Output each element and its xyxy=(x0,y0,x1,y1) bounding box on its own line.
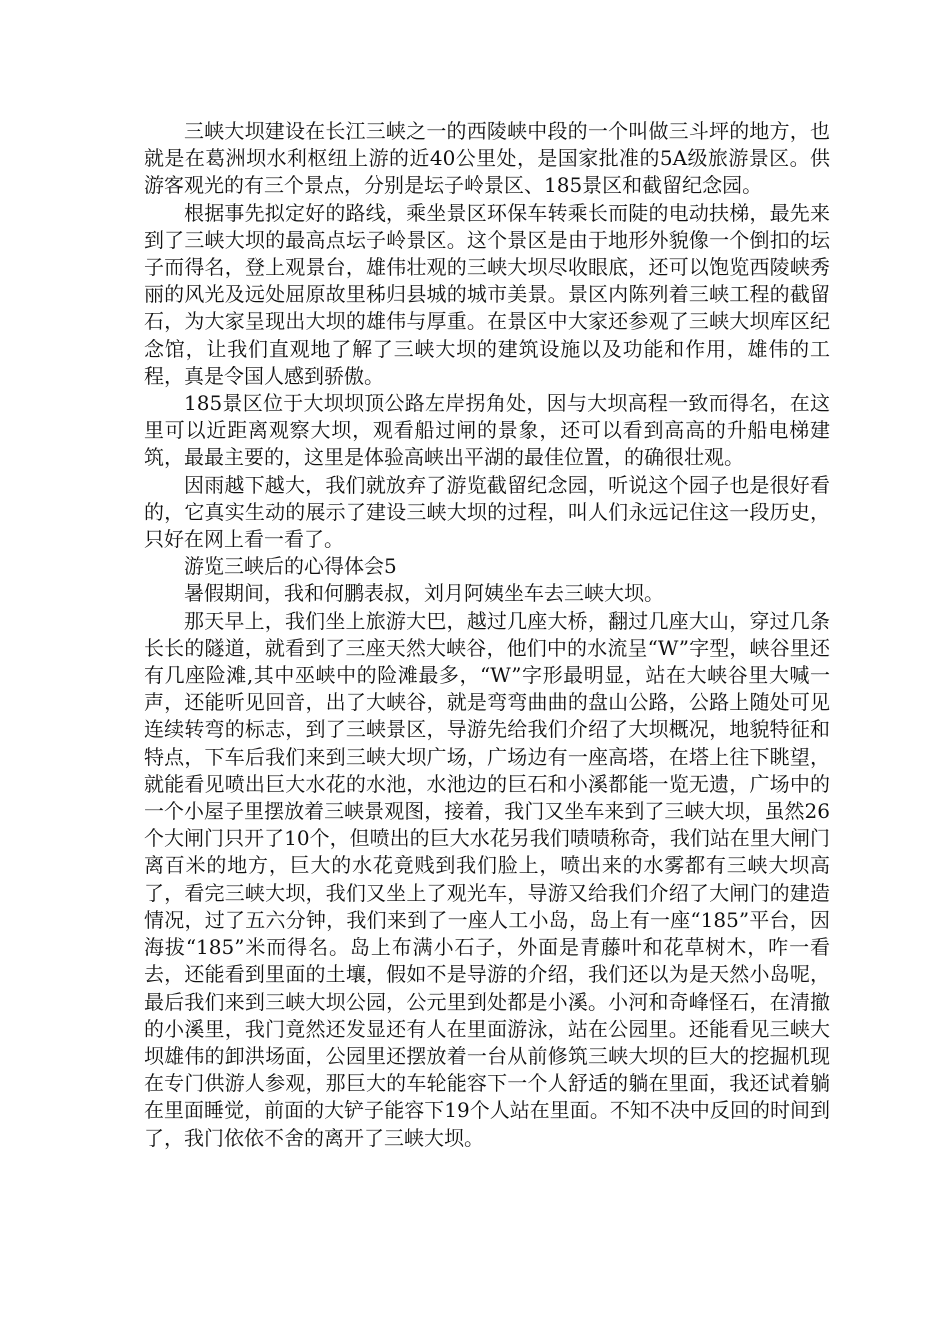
section-heading: 游览三峡后的心得体会5 xyxy=(184,554,397,579)
paragraph-trip-narrative: 那天早上，我们坐上旅游大巴，越过几座大桥，翻过几座大山，穿过几条长长的隧道，就看到了三座天然大峡谷，他们中的水流呈“W”字型，峡谷里还有几座险滩,其中巫峡中的险滩最多，“W”字形最明显，站在大峡谷里大喊一声，还能听见回音，出了大峡谷，就是弯弯曲曲的盘山公路，公路上随处可见连续转弯的标志，到了三峡景区，导游先给我们介绍了大坝概况，地貌特征和特点，下车后我们来到三峡大坝广场，广场边有一座高塔，在塔上往下眺望，就能看见喷出巨大水花的水池，水池边的巨石和小溪都能一览无遗，广场中的一个小屋子里摆放着三峡景观图，接着，我门又坐车来到了三峡大坝，虽然26个大闸门只开了10个，但喷出的巨大水花另我们啧啧称奇，我们站在里大闸门离百米的地方，巨大的水花竟贱到我们脸上，喷出来的水雾都有三峡大坝高了，看完三峡大坝，我们又坐上了观光车，导游又给我们介绍了大闸门的建造情况，过了五六分钟，我们来到了一座人工小岛，岛上有一座“185”平台，因海拔“185”米而得名。岛上布满小石子，外面是青藤叶和花草树木，咋一看去，还能看到里面的土壤，假如不是导游的介绍，我们还以为是天然小岛呢，最后我们来到三峡大坝公园，公元里到处都是小溪。小河和奇峰怪石，在清撤的小溪里，我门竟然还发显还有人在里面游泳，站在公园里。还能看见三峡大坝雄伟的卸洪场面，公园里还摆放着一台从前修筑三峡大坝的巨大的挖掘机现在专门供游人参观，那巨大的车轮能容下一个人舒适的躺在里面，我还试着躺在里面睡觉，前面的大铲子能容下19个人站在里面。不知不决中反回的时间到了，我门依依不舍的离开了三峡大坝。 xyxy=(144,608,830,1150)
paragraph-dam-location: 三峡大坝建设在长江三峡之一的西陵峡中段的一个叫做三斗坪的地方，也就是在葛洲坝水利枢纽上游的近40公里处，是国家批准的5A级旅游景区。供游客观光的有三个景点，分别是坛子岭景区、185景区和截留纪念园。 xyxy=(144,119,830,198)
paragraph-tanziling: 根据事先拟定好的路线，乘坐景区环保车转乘长而陡的电动扶梯，最先来到了三峡大坝的最高点坛子岭景区。这个景区是由于地形外貌像一个倒扣的坛子而得名，登上观景台，雄伟壮观的三峡大坝尽收眼底，还可以饱览西陵峡秀丽的风光及远处屈原故里秭归县城的城市美景。景区内陈列着三峡工程的截留石，为大家呈现出大坝的雄伟与厚重。在景区中大家还参观了三峡大坝库区纪念馆，让我们直观地了解了三峡大坝的建筑设施以及功能和作用，雄伟的工程，真是令国人感到骄傲。 xyxy=(144,200,830,388)
paragraph-rain: 因雨越下越大，我们就放弃了游览截留纪念园，听说这个园子也是很好看的，它真实生动的展示了建设三峡大坝的过程，叫人们永远记住这一段历史，只好在网上看一看了。 xyxy=(144,472,830,552)
document-body xyxy=(144,118,830,1152)
paragraph-summer-trip: 暑假期间，我和何鹏表叔，刘月阿姨坐车去三峡大坝。 xyxy=(184,581,664,606)
paragraph-185-area: 185景区位于大坝坝顶公路左岸拐角处，因与大坝高程一致而得名，在这里可以近距离观察大坝，观看船过闸的景象，还可以看到高高的升船电梯建筑，最最主要的，这里是体验高峡出平湖的最佳位置，的确很壮观。 xyxy=(144,391,830,470)
